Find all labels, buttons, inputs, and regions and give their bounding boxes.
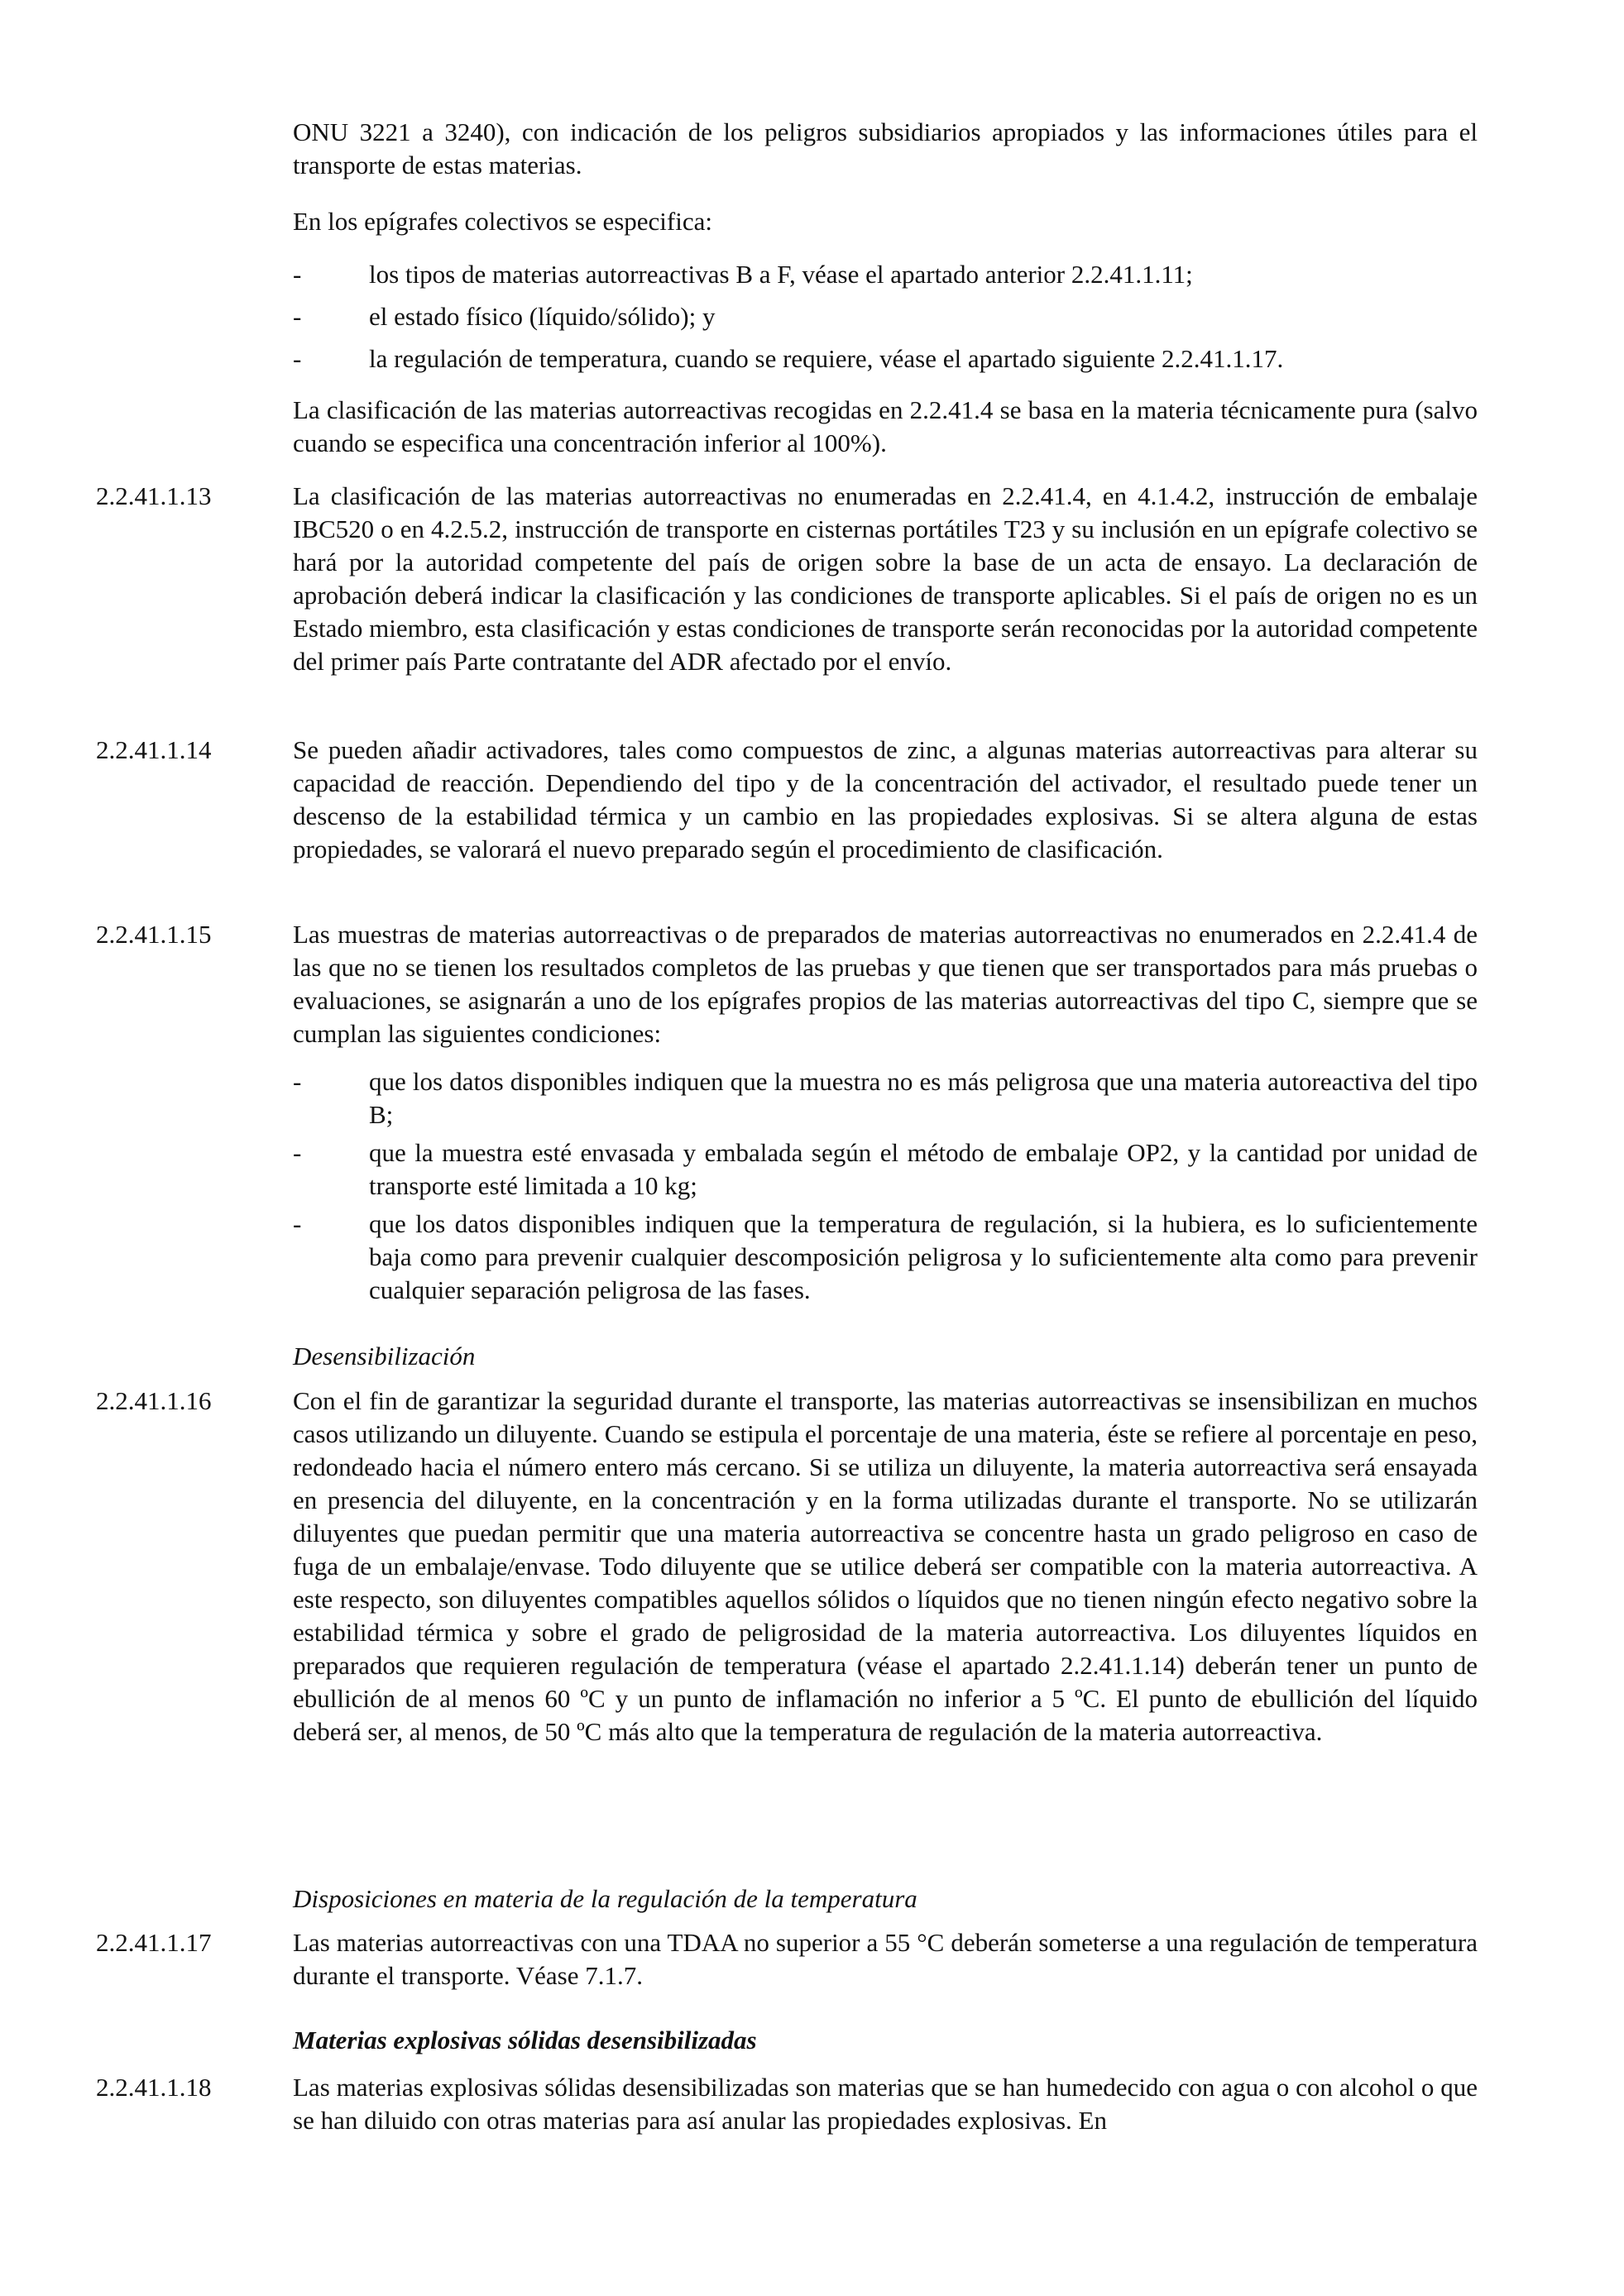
section-text: Las materias explosivas sólidas desensibilizadas son materias que se han humedecido con agua o con alcohol o que se han diluido con otras materias para así anular las propiedades explosivas. En: [293, 2073, 1478, 2135]
list-item: la regulación de temperatura, cuando se requiere, véase el apartado siguiente 2.2.41.1.17.: [369, 344, 1284, 373]
section-number: 2.2.41.1.16: [96, 1386, 212, 1415]
intro-paragraph-1: ONU 3221 a 3240), con indicación de los peligros subsidiarios apropiados y las informaciones útiles para el transporte de estas materias.: [293, 117, 1478, 179]
list-dash: -: [293, 1209, 302, 1238]
section-number: 2.2.41.1.18: [96, 2073, 212, 2102]
section-number: 2.2.41.1.13: [96, 481, 212, 510]
list-item: que la muestra esté envasada y embalada según el método de embalaje OP2, y la cantidad por unidad de transporte esté limitada a 10 kg;: [369, 1138, 1478, 1200]
section-text: La clasificación de las materias autorreactivas no enumeradas en 2.2.41.4, en 4.1.4.2, instrucción de embalaje IBC520 o en 4.2.5.2, instrucción de transporte en cisternas portátiles T23 y su inclusión en un epígrafe colectivo se hará por la autoridad competente del país de origen sobre la base de un acta de ensayo. La declaración de aprobación deberá indicar la clasificación y las condiciones de transporte aplicables. Si el país de origen no es un Estado miembro, esta clasificación y estas condiciones de transporte serán reconocidas por la autoridad competente del primer país Parte contratante del ADR afectado por el envío.: [293, 481, 1478, 676]
list-dash: -: [293, 1067, 302, 1096]
list-dash: -: [293, 344, 302, 373]
list-item: que los datos disponibles indiquen que la muestra no es más peligrosa que una materia autoreactiva del tipo B;: [369, 1067, 1478, 1129]
subheading-desensitized-explosives: Materias explosivas sólidas desensibilizadas: [293, 2026, 757, 2054]
list-item: los tipos de materias autorreactivas B a F, véase el apartado anterior 2.2.41.1.11;: [369, 260, 1193, 289]
section-number: 2.2.41.1.17: [96, 1928, 212, 1957]
subheading-desensitization: Desensibilización: [293, 1342, 476, 1370]
list-item: el estado físico (líquido/sólido); y: [369, 302, 716, 331]
intro-paragraph-2: En los epígrafes colectivos se especifica:: [293, 207, 712, 236]
intro-paragraph-3: La clasificación de las materias autorreactivas recogidas en 2.2.41.4 se basa en la materia técnicamente pura (salvo cuando se especifica una concentración inferior al 100%).: [293, 395, 1478, 457]
section-text: Se pueden añadir activadores, tales como compuestos de zinc, a algunas materias autorreactivas para alterar su capacidad de reacción. Dependiendo del tipo y de la concentración del activador, el resultado puede tener un descenso de la estabilidad térmica y un cambio en las propiedades explosivas. Si se altera alguna de estas propiedades, se valorará el nuevo preparado según el procedimiento de clasificación.: [293, 735, 1478, 863]
subheading-temperature-regulation: Disposiciones en materia de la regulación de la temperatura: [293, 1884, 917, 1913]
list-dash: -: [293, 302, 302, 331]
section-text: Las materias autorreactivas con una TDAA no superior a 55 °C deberán someterse a una regulación de temperatura durante el transporte. Véase 7.1.7.: [293, 1928, 1478, 1990]
section-number: 2.2.41.1.14: [96, 735, 212, 764]
section-text: Las muestras de materias autorreactivas o de preparados de materias autorreactivas no enumerados en 2.2.41.4 de las que no se tienen los resultados completos de las pruebas y que tienen que ser transportados para más pruebas o evaluaciones, se asignarán a uno de los epígrafes propios de las materias autorreactivas del tipo C, siempre que se cumplan las siguientes condiciones:: [293, 920, 1478, 1048]
list-dash: -: [293, 1138, 302, 1167]
list-dash: -: [293, 260, 302, 289]
section-number: 2.2.41.1.15: [96, 920, 212, 949]
list-item: que los datos disponibles indiquen que la temperatura de regulación, si la hubiera, es lo suficientemente baja como para prevenir cualquier descomposición peligrosa y lo suficientemente alta como para prevenir cualquier separación peligrosa de las fases.: [369, 1209, 1478, 1304]
section-text: Con el fin de garantizar la seguridad durante el transporte, las materias autorreactivas se insensibilizan en muchos casos utilizando un diluyente. Cuando se estipula el porcentaje de una materia, éste se refiere al porcentaje en peso, redondeado hacia el número entero más cercano. Si se utiliza un diluyente, la materia autorreactiva será ensayada en presencia del diluyente, en la concentración y en la forma utilizadas durante el transporte. No se utilizarán diluyentes que puedan permitir que una materia autorreactiva se concentre hasta un grado peligroso en caso de fuga de un embalaje/envase. Todo diluyente que se utilice deberá ser compatible con la materia autorreactiva. A este respecto, son diluyentes compatibles aquellos sólidos o líquidos que no tienen ningún efecto negativo sobre la estabilidad térmica y sobre el grado de peligrosidad de la materia autorreactiva. Los diluyentes líquidos en preparados que requieren regulación de temperatura (véase el apartado 2.2.41.1.14) deberán tener un punto de ebullición de al menos 60 ºC y un punto de inflamación no inferior a 5 ºC. El punto de ebullición del líquido deberá ser, al menos, de 50 ºC más alto que la temperatura de regulación de la materia autorreactiva.: [293, 1386, 1478, 1746]
